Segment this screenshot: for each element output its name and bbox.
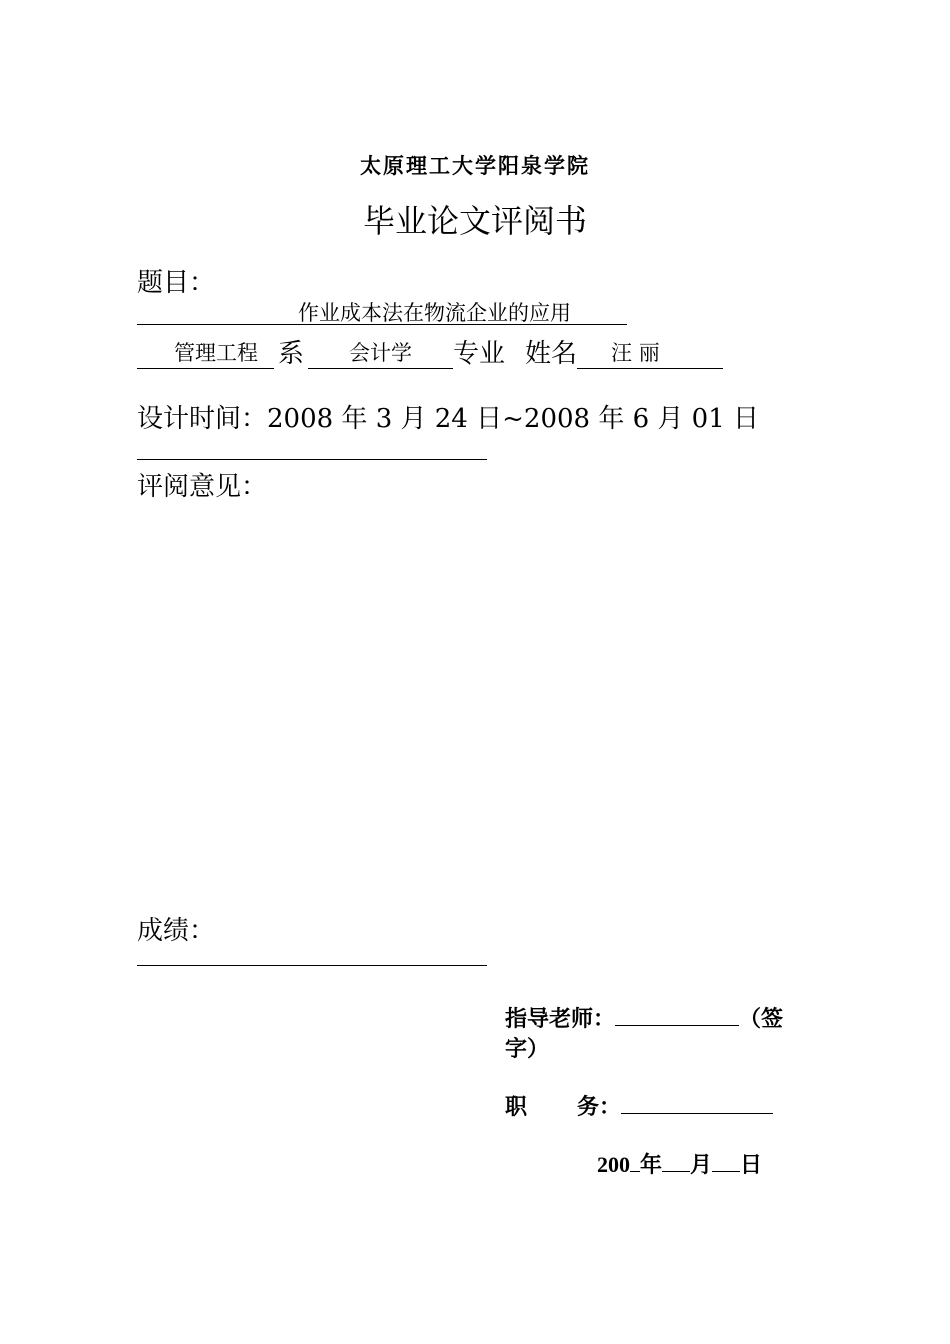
major-value: 会计学 bbox=[349, 341, 413, 365]
position-label: 职 bbox=[505, 1094, 528, 1119]
school-name: 太原理工大学阳泉学院 bbox=[360, 153, 590, 178]
design-time: 设计时间：2008 年 3 月 24 日~2008 年 6 月 01 日 bbox=[137, 404, 760, 434]
student-info-row bbox=[137, 338, 723, 370]
department-value: 管理工程 bbox=[174, 341, 258, 365]
date-day-unit: 日 bbox=[740, 1152, 763, 1177]
date-year: 200 bbox=[597, 1152, 630, 1177]
month-blank bbox=[662, 1151, 690, 1172]
topic-value: 作业成本法在物流企业的应用 bbox=[298, 301, 571, 325]
grade-label: 成绩： bbox=[137, 916, 216, 946]
document-title: 毕业论文评阅书 bbox=[362, 202, 587, 240]
department-field bbox=[137, 338, 274, 369]
name-field bbox=[577, 338, 723, 369]
advisor-signature-blank bbox=[615, 1005, 739, 1026]
position-blank bbox=[621, 1093, 773, 1114]
advisor-row bbox=[505, 1002, 783, 1033]
grade-divider bbox=[137, 965, 487, 966]
advisor-label: 指导老师： bbox=[505, 1006, 616, 1031]
date-year-unit: 年 bbox=[640, 1152, 663, 1177]
major-label: 专业 bbox=[453, 339, 506, 369]
position-row bbox=[505, 1090, 773, 1121]
major-field bbox=[308, 338, 453, 369]
date-row bbox=[597, 1148, 762, 1179]
review-label: 评阅意见： bbox=[137, 472, 268, 502]
department-label: 系 bbox=[278, 339, 305, 369]
design-time-divider bbox=[137, 459, 487, 460]
year-blank bbox=[630, 1151, 640, 1172]
day-blank bbox=[712, 1151, 740, 1172]
name-label: 姓名 bbox=[525, 339, 578, 369]
date-month-unit: 月 bbox=[690, 1152, 713, 1177]
sign-note-open: （签 bbox=[739, 1006, 784, 1031]
topic-label: 题目： bbox=[137, 268, 216, 298]
name-value: 汪 丽 bbox=[611, 341, 660, 365]
sign-note-close: 字） bbox=[505, 1036, 550, 1061]
position-label-2: 务： bbox=[577, 1094, 622, 1119]
